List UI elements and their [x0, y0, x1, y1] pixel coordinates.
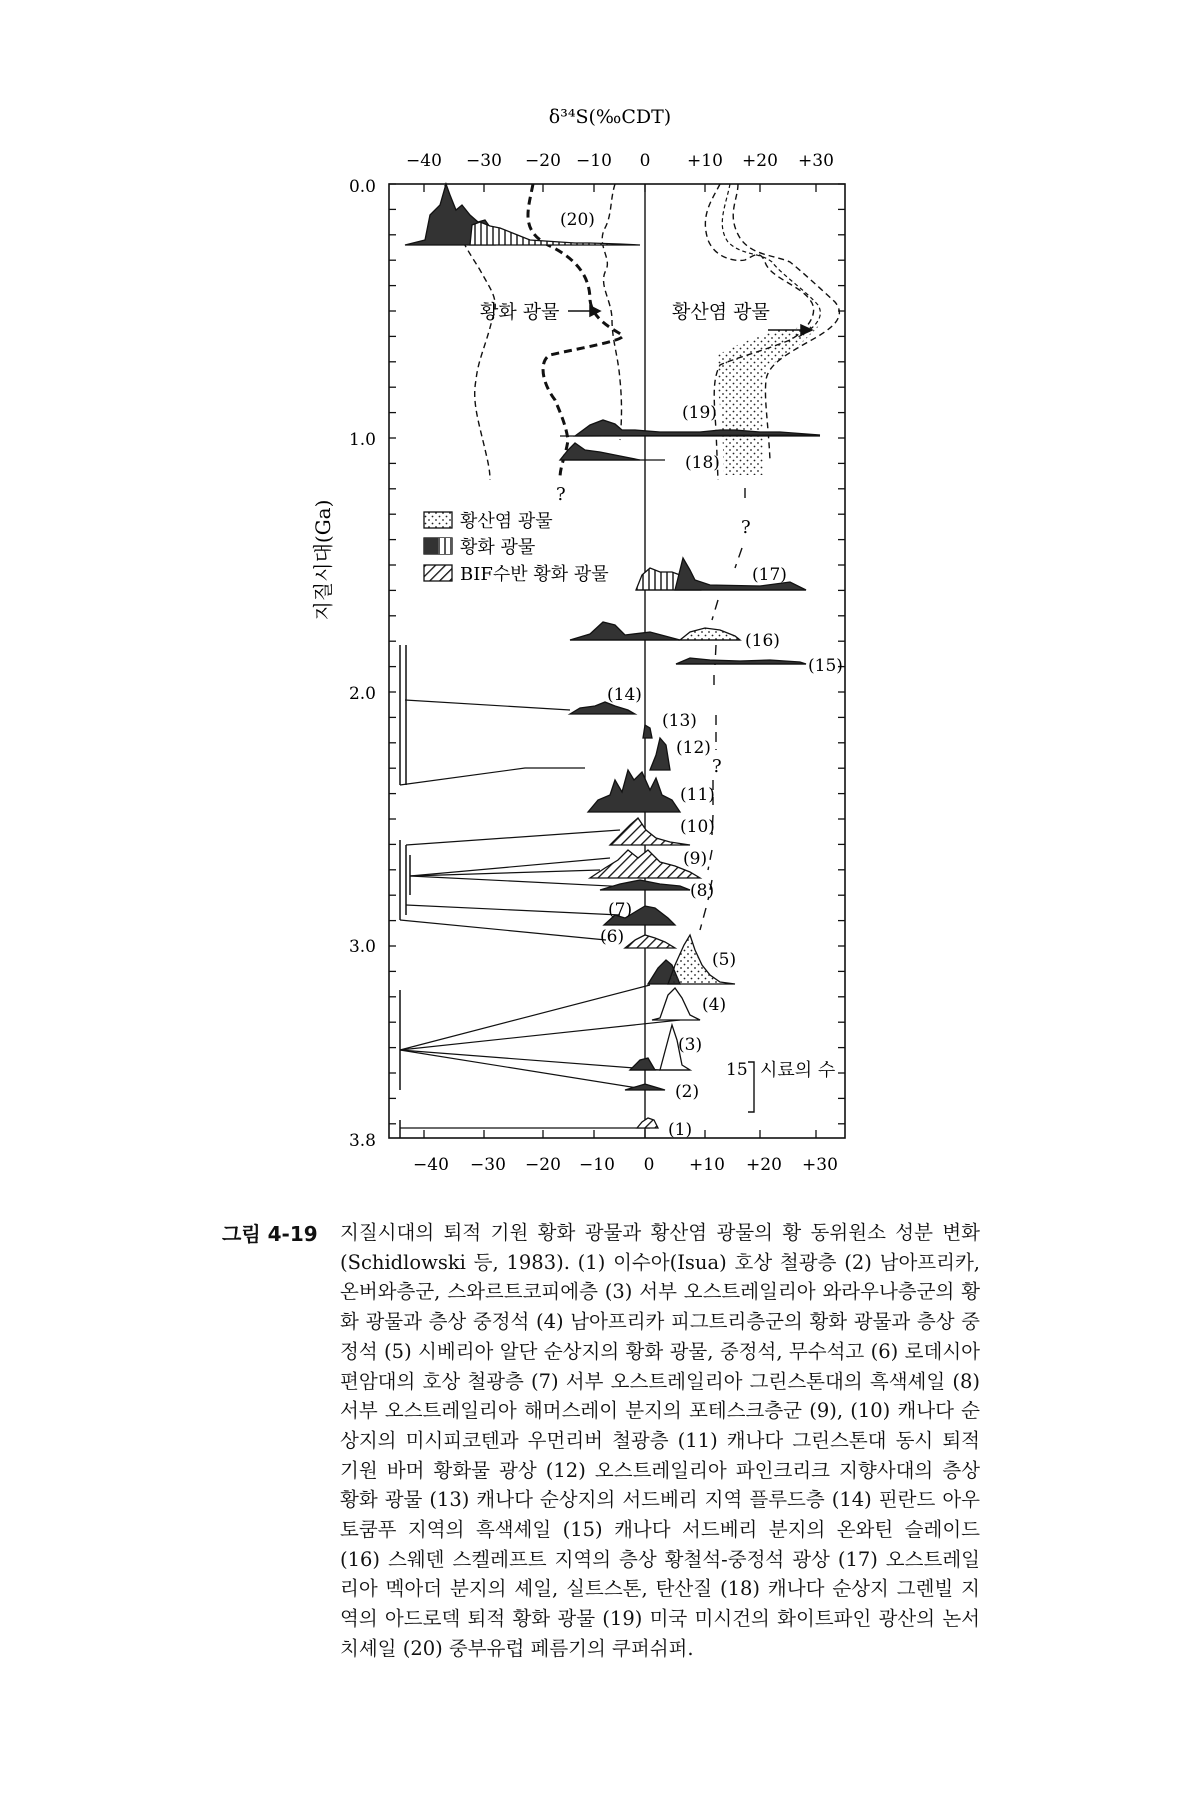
histogram-15 [676, 658, 806, 664]
sulfide-envelope-right [602, 184, 621, 440]
histogram-12 [650, 738, 670, 770]
x-tick-bottom-label: +30 [802, 1155, 838, 1175]
histogram-20 [470, 222, 640, 245]
histogram-8 [600, 880, 690, 890]
legend-label: BIF수반 황화 광물 [460, 564, 609, 585]
top-axis-title: δ³⁴S(‰CDT) [548, 106, 672, 128]
sample-label: (8) [690, 881, 715, 901]
scale-bar-label: 시료의 수 [760, 1060, 836, 1081]
x-ticks-bottom [413, 1155, 838, 1175]
legend-swatch-sulfide [424, 538, 452, 554]
scale-bar-value: 15 [726, 1060, 748, 1080]
caption-text: 지질시대의 퇴적 기원 황화 광물과 황산염 광물의 황 동위원소 성분 변화(Schidlowski 등, 1983). (1) 이수아(Isua) 호상 철광층 (2) 남아프리카, 온버와층군, 스와르트코피에층 (3) 서부 오스트레일리아 와라우나층군의 황화 광물과 층상 중정석 (4) 남아프리카 피그트리층군의 황화 광물과 층상 중정석 (5) 시베리아 알단 순상지의 황화 광물, 중정석, 무수석고 (6) 로데시아 편암대의 호상 철광층 (7) 서부 오스트레일리아 그린스톤대의 흑색셰일 (8) 서부 오스트레일리아 해머스레이 분지의 포테스크층군 (9), (10) 캐나다 순상지의 미시피코텐과 우먼리버 철광층 (11) 캐나다 그린스톤대 동시 퇴적 기원 바머 황화물 광상 (12) 오스트레일리아 파인크리크 지향사대의 층상 황화 광물 (13) 캐나다 순상지의 서드베리 지역 플루드층 (14) 핀란드 아우토쿰푸 지역의 흑색셰일 (15) 캐나다 서드베리 분지의 온와틴 슬레이드 (16) 스웨덴 스켈레프트 지역의 층상 황철석-중정석 광상 (17) 오스트레일리아 멕아더 분지의 셰일, 실트스톤, 탄산질 (18) 캐나다 순상지 그렌빌 지역의 아드로덱 퇴적 황화 광물 (19) 미국 미시건의 화이트파인 광산의 논서치셰일 (20) 중부유럽 페름기의 쿠퍼쉬퍼. [340, 1221, 980, 1660]
sample-label: (14) [607, 685, 642, 705]
x-ticks-top [406, 151, 834, 171]
x-tick-bottom-label: 0 [643, 1155, 655, 1175]
histogram-18 [560, 443, 640, 460]
x-tick-bottom-label: −20 [525, 1155, 561, 1175]
x-tick-top-label: +30 [798, 151, 834, 171]
sample-label: (15) [808, 656, 843, 676]
histogram-16 [570, 622, 680, 640]
sample-label: (19) [682, 403, 717, 423]
x-tick-top-label: 0 [639, 151, 651, 171]
sample-label: (6) [600, 927, 625, 947]
legend-label: 황산염 광물 [460, 511, 553, 532]
x-tick-bottom-label: +10 [689, 1155, 725, 1175]
sample-label: (17) [752, 565, 787, 585]
x-tick-bottom-label: −30 [470, 1155, 506, 1175]
sulfate-arrow-label: 황산염 광물 [672, 301, 770, 323]
sample-label: (2) [675, 1082, 700, 1102]
sample-label: (13) [662, 711, 697, 731]
y-tick-label: 2.0 [348, 684, 376, 704]
sample-label: (10) [680, 817, 715, 837]
x-tick-top-label: −10 [576, 151, 612, 171]
legend-swatch-sulfate [424, 512, 452, 528]
x-tick-bottom-label: +20 [746, 1155, 782, 1175]
sample-label: (11) [680, 785, 715, 805]
y-axis-title: 지질시대(Ga) [311, 499, 335, 621]
sample-label: (20) [560, 210, 595, 230]
histogram-11 [588, 770, 680, 812]
sample-label: (7) [608, 900, 633, 920]
scale-bar-bracket [748, 1062, 754, 1112]
histogram-1 [637, 1118, 658, 1128]
histogram-10 [610, 818, 690, 845]
histogram-3 [630, 1058, 655, 1070]
legend [424, 511, 609, 585]
y-tick-label: 3.8 [348, 1131, 376, 1151]
histogram-13 [643, 725, 652, 738]
sulfide-arrow-label: 황화 광물 [480, 301, 560, 323]
sample-label: (3) [678, 1035, 703, 1055]
x-tick-top-label: +20 [742, 151, 778, 171]
x-tick-bottom-label: −10 [579, 1155, 615, 1175]
y-ticks [349, 177, 376, 1151]
x-tick-top-label: −30 [466, 151, 502, 171]
histogram-4 [652, 988, 700, 1020]
sample-label: (9) [683, 849, 708, 869]
sample-label: (12) [676, 738, 711, 758]
y-tick-label: 1.0 [348, 430, 376, 450]
y-tick-label: 0.0 [348, 177, 376, 197]
x-tick-top-label: −20 [525, 151, 561, 171]
sample-labels [560, 210, 843, 1140]
sample-label: (18) [685, 453, 720, 473]
x-tick-bottom-label: −40 [413, 1155, 449, 1175]
sample-label: (16) [745, 631, 780, 651]
histogram-16 [680, 628, 740, 640]
x-tick-top-label: −40 [406, 151, 442, 171]
scale-bar [726, 1059, 835, 1112]
legend-label: 황화 광물 [460, 537, 536, 558]
question-mark: ? [556, 484, 566, 505]
legend-swatch-bif [424, 565, 452, 581]
caption-label: 그림 4-19 [222, 1222, 318, 1246]
question-mark: ? [741, 517, 751, 538]
sample-label: (5) [712, 950, 737, 970]
x-tick-top-label: +10 [687, 151, 723, 171]
histogram-6 [625, 935, 675, 948]
sample-label: (4) [702, 995, 727, 1015]
question-mark: ? [712, 756, 722, 777]
sample-label: (1) [668, 1120, 693, 1140]
y-tick-label: 3.0 [348, 937, 376, 957]
age-range-bars [400, 645, 410, 1138]
